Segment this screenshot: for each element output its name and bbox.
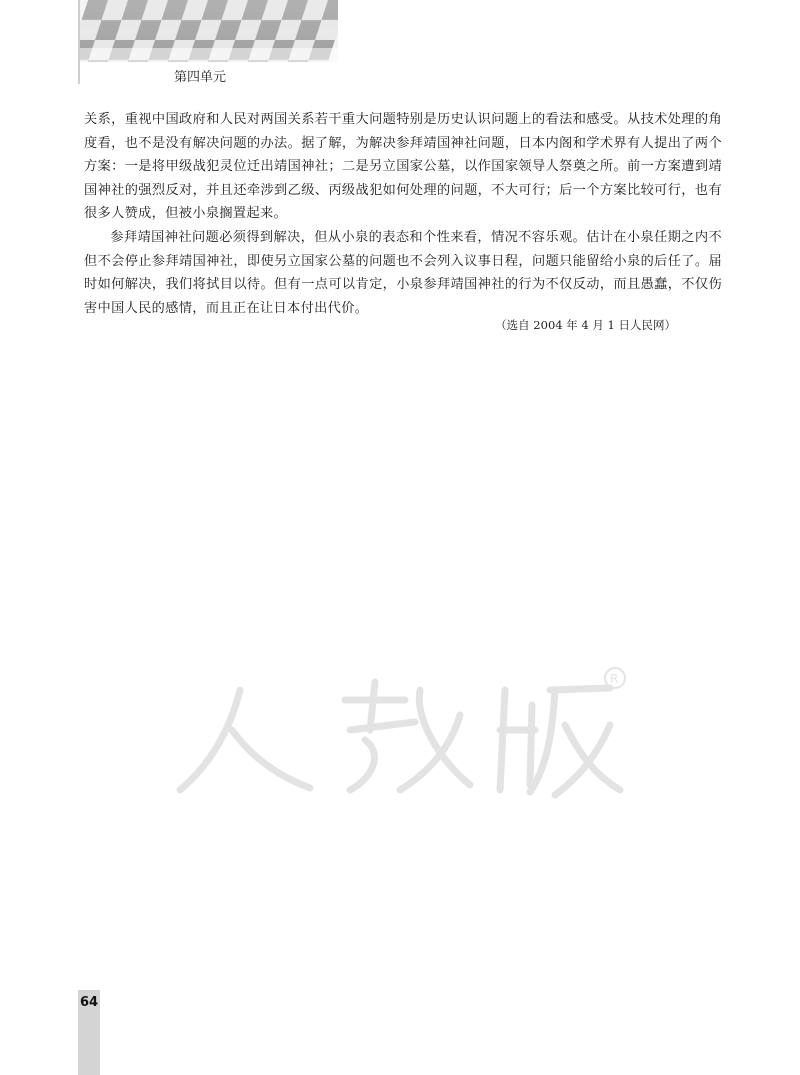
page-number: 64 — [80, 995, 99, 1010]
source-note: （选自 2004 年 4 月 1 日人民网） — [495, 318, 676, 332]
unit-label: 第四单元 — [174, 70, 227, 85]
publisher-watermark — [170, 660, 630, 810]
paragraph-1: 关系，重视中国政府和人民对两国关系若干重大问题特别是历史认识问题上的看法和感受。从技术处理的角度看，也不是没有解决问题的办法。据了解，为解决参拜靖国神社问题，日本内阁和学术界有人提出了两个方案：一是将甲级战犯灵位迁出靖国神社；二是另立国家公墓，以作国家领导人祭奠之所。前一方案遭到靖国神社的强烈反对，并且还牵涉到乙级、丙级战犯如何处理的问题，不大可行；后一个方案比较可行，也有很多人赞成，但被小泉搁置起来。 — [84, 112, 722, 222]
article-body — [84, 108, 722, 320]
watermark-logo-icon — [170, 660, 630, 810]
header-left-rule — [78, 0, 80, 84]
header-banner — [78, 0, 338, 62]
paragraph-2: 参拜靖国神社问题必须得到解决，但从小泉的表态和个性来看，情况不容乐观。估计在小泉任期之内不但不会停止参拜靖国神社，即使另立国家公墓的问题也不会列入议事日程，问题只能留给小泉的后任了。届时如何解决，我们将拭目以待。但有一点可以肯定，小泉参拜靖国神社的行为不仅反动，而且愚蠢，不仅伤害中国人民的感情，而且正在让日本付出代价。 — [84, 229, 722, 316]
svg-text:R: R — [610, 672, 619, 686]
checkered-banner-graphic — [78, 0, 338, 62]
